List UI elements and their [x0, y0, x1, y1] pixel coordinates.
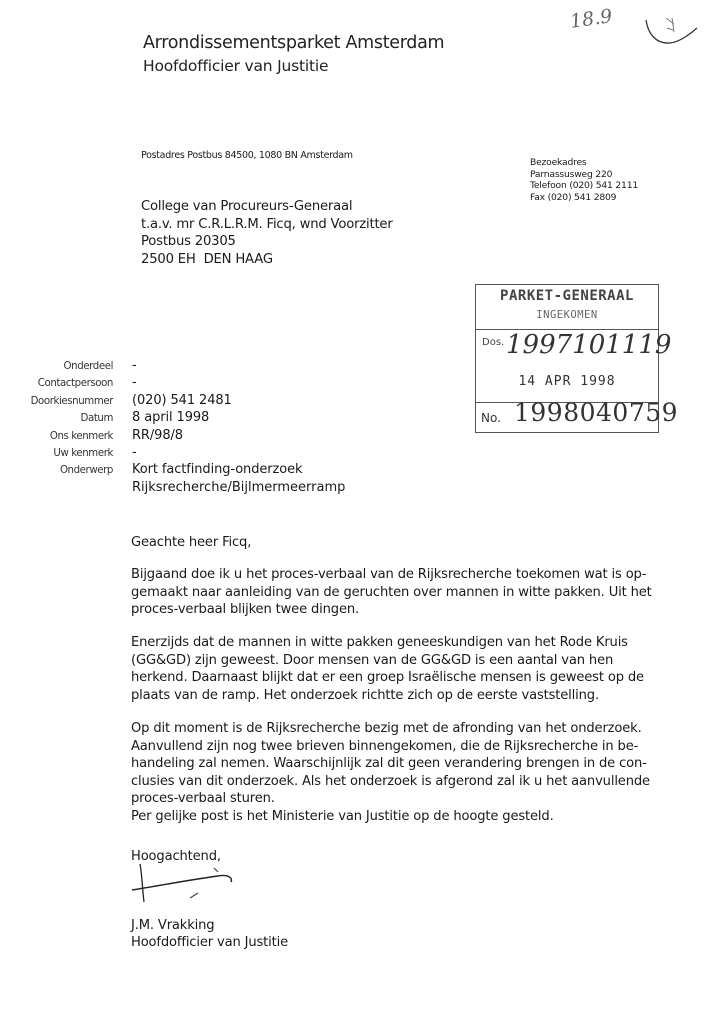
stamp-date: 14 APR 1998 [518, 374, 616, 389]
text-line: (GG&GD) zijn geweest. Door mensen van de GG&GD is een aantal van hen [131, 652, 614, 668]
stamp-subtitle: INGEKOMEN [536, 309, 598, 321]
paragraph-3 [131, 720, 711, 808]
meta-value: Kort factfinding-onderzoek [132, 462, 303, 478]
reference-block [20, 358, 360, 497]
text-line: handeling zal nemen. Waarschijnlijk zal dit geen verandering brengen in de con- [131, 756, 647, 772]
stamp-title: PARKET-GENERAAL [500, 288, 634, 304]
text-line: Bijgaand doe ik u het proces-verbaal van de Rijksrecherche toekomen wat is op- [131, 567, 647, 582]
received-stamp [475, 284, 679, 433]
closing: Hoogachtend, [131, 849, 221, 864]
meta-value-continued: Rijksrecherche/Bijlmermeerramp [132, 479, 346, 495]
meta-row [20, 358, 360, 375]
handwritten-note: 18.9 [568, 5, 614, 33]
stamp-number: 1998040759 [514, 398, 679, 427]
meta-value: - [132, 444, 137, 460]
visiting-address-street: Parnassusweg 220 [530, 168, 613, 180]
meta-label: Onderwerp [59, 465, 113, 477]
signer-title: Hoofdofficier van Justitie [131, 935, 289, 950]
meta-label: Datum [80, 413, 113, 425]
meta-label: Doorkiesnummer [30, 395, 113, 407]
meta-value: 8 april 1998 [132, 410, 210, 426]
visiting-address [530, 157, 638, 203]
paragraph-2 [131, 634, 711, 704]
handwritten-initials-icon [640, 8, 700, 48]
stamp-number-label: No. [481, 411, 501, 425]
text-line: Aanvullend zijn nog twee brieven binnengekomen, die de Rijksrecherche in be- [131, 738, 639, 754]
meta-value: RR/98/8 [132, 427, 183, 443]
letterhead-organization: Arrondissementsparket Amsterdam [143, 33, 445, 53]
meta-row [20, 428, 360, 445]
visiting-address-heading: Bezoekadres [530, 157, 587, 168]
text-line: gemaakt naar aanleiding van de geruchten over mannen in witte pakken. Uit het [131, 584, 652, 600]
meta-row [20, 410, 360, 427]
salutation: Geachte heer Ficq, [131, 535, 252, 550]
paragraph-1 [131, 566, 711, 619]
text-line: herkend. Daarnaast blijkt dat er een groep Israëlische mensen is geweest op de [131, 670, 644, 686]
addressee-line: College van Procureurs-Generaal [141, 199, 353, 214]
meta-label: Contactpersoon [37, 378, 113, 390]
signature-icon [118, 860, 258, 910]
meta-value: - [132, 358, 137, 373]
meta-row [20, 375, 360, 392]
meta-value: (020) 541 2481 [132, 392, 232, 408]
text-line: clusies van dit onderzoek. Als het onderzoek is afgerond zal ik u het aanvullende [131, 773, 650, 789]
meta-label: Uw kenmerk [53, 447, 113, 459]
text-line: proces-verbaal sturen. [131, 791, 275, 807]
visiting-address-phone: Telefoon (020) 541 2111 [530, 180, 638, 191]
text-line: Op dit moment is de Rijksrecherche bezig met de afronding van het onderzoek. [131, 721, 642, 736]
visiting-address-fax: Fax (020) 541 2809 [530, 191, 617, 203]
meta-label: Ons kenmerk [49, 430, 113, 442]
addressee-line: 2500 EH DEN HAAG [141, 251, 273, 267]
letterhead-office: Hoofdofficier van Justitie [143, 57, 329, 75]
text-line: plaats van de ramp. Het onderzoek richtte zich op de eerste vaststelling. [131, 687, 599, 703]
addressee-line: Postbus 20305 [141, 234, 236, 250]
stamp-dossier-number: 1997101119 [506, 330, 672, 360]
meta-value: - [132, 375, 137, 391]
stamp-dossier-label: Dos. [482, 337, 505, 348]
meta-label: Onderdeel [63, 361, 113, 372]
text-line: Enerzijds dat de mannen in witte pakken geneeskundigen van het Rode Kruis [131, 635, 628, 650]
addressee-block [141, 198, 393, 268]
meta-row [20, 445, 360, 462]
addressee-line: t.a.v. mr C.R.L.R.M. Ficq, wnd Voorzitter [141, 216, 393, 232]
paragraph-4: Per gelijke post is het Ministerie van Justitie op de hoogte gesteld. [131, 809, 554, 824]
meta-row [20, 480, 360, 497]
meta-row [20, 462, 360, 479]
text-line: proces-verbaal blijken twee dingen. [131, 602, 360, 618]
signer-name: J.M. Vrakking [131, 918, 215, 933]
meta-row [20, 393, 360, 410]
postal-address: Postadres Postbus 84500, 1080 BN Amsterdam [141, 150, 353, 161]
